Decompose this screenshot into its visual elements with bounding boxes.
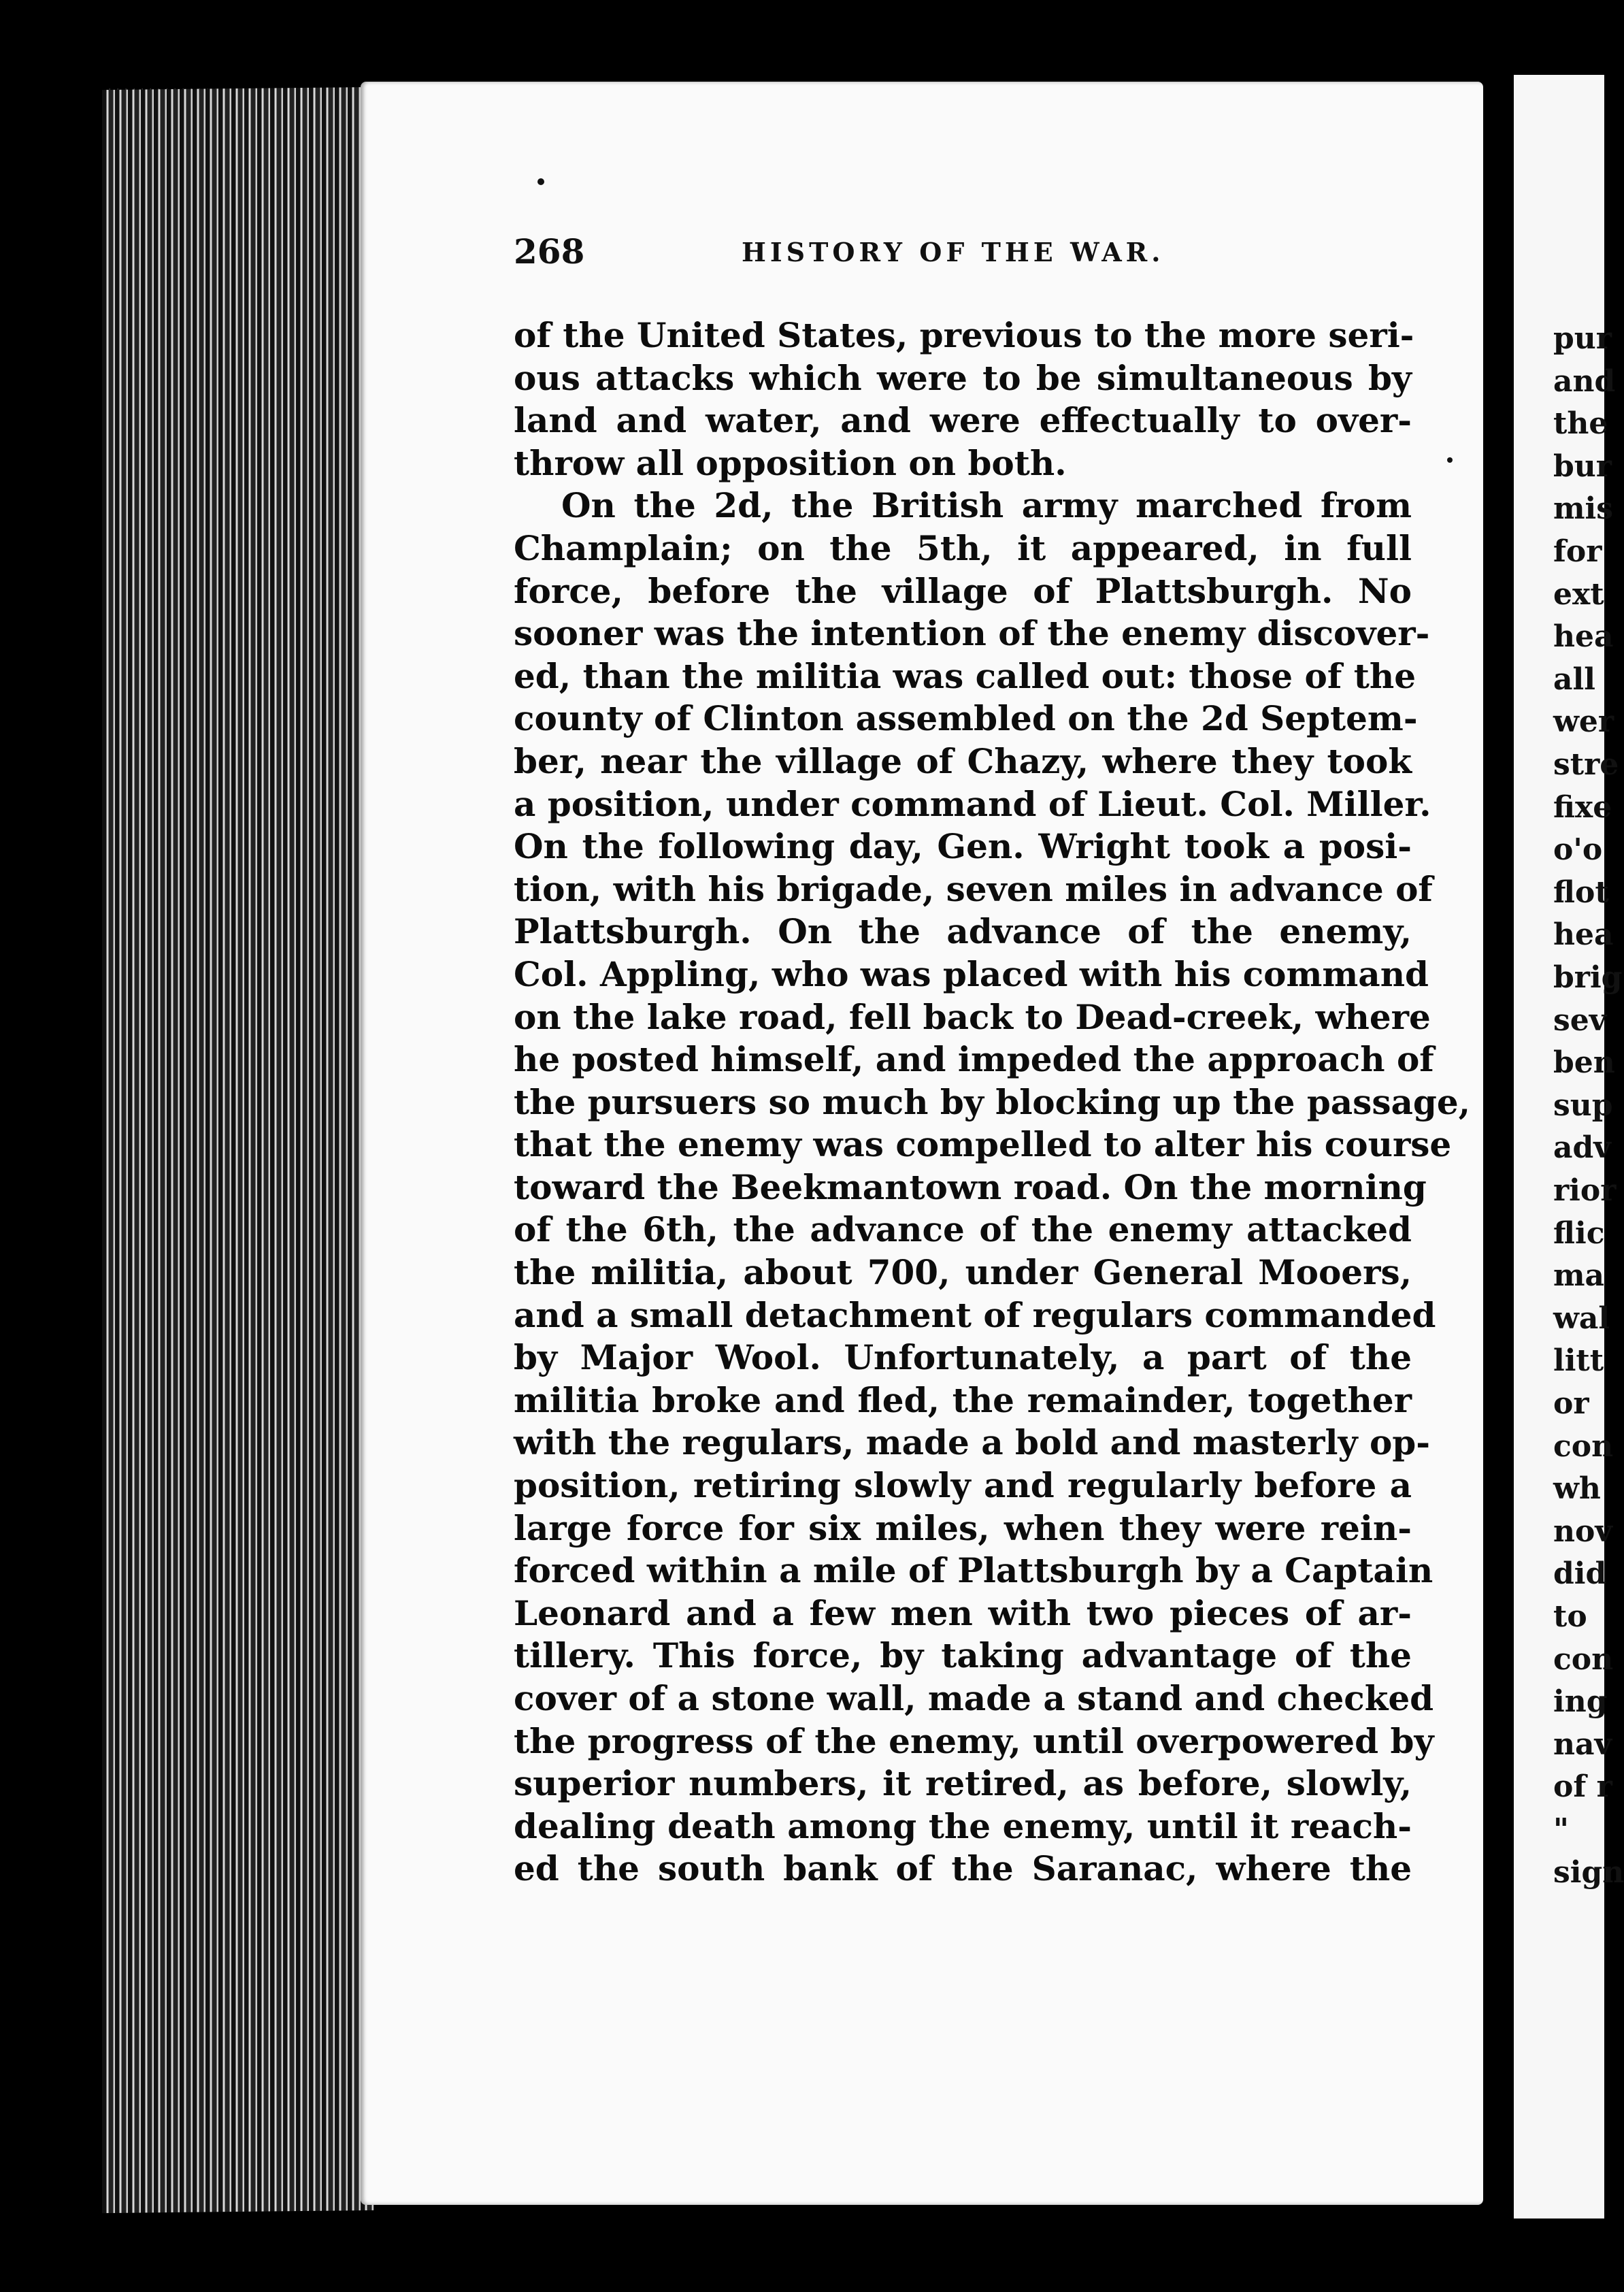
text-line: the pursuers so much by blocking up the passage, <box>514 1081 1471 1122</box>
running-head <box>514 231 1412 272</box>
facing-page-fragment: " <box>1553 1812 1569 1847</box>
facing-page-fragment: the <box>1553 406 1608 442</box>
text-line: the progress of the enemy, until overpowered by <box>514 1720 1434 1761</box>
facing-page-fragment: ext <box>1553 576 1604 612</box>
facing-page-fragment: did <box>1553 1556 1607 1592</box>
facing-page-fragment: hea <box>1553 917 1614 953</box>
facing-page-fragment: for <box>1553 534 1602 569</box>
facing-page-fragment: ing <box>1553 1684 1608 1720</box>
text-line: superior numbers, it retired, as before, slowly, <box>514 1763 1412 1804</box>
text-line: Champlain; on the 5th, it appeared, in full <box>514 527 1412 568</box>
text-line: sooner was the intention of the enemy discover- <box>514 613 1430 654</box>
facing-page-fragment: and <box>1553 363 1616 399</box>
facing-page-fragment: sign <box>1553 1854 1624 1890</box>
text-line: militia broke and fled, the remainder, together <box>514 1379 1412 1420</box>
facing-page-fragment: stre <box>1553 747 1619 782</box>
print-speck <box>1447 457 1453 463</box>
facing-page-fragment: sup <box>1553 1087 1613 1123</box>
text-line: ed the south bank of the Saranac, where the <box>514 1848 1412 1889</box>
book-page-edges <box>102 87 374 2213</box>
facing-page-fragment: adv <box>1553 1130 1611 1166</box>
text-line: tion, with his brigade, seven miles in advance of <box>514 868 1433 909</box>
facing-page-fragment: con <box>1553 1641 1614 1677</box>
text-line: On the 2d, the British army marched from <box>561 485 1412 526</box>
text-line: toward the Beekmantown road. On the morning <box>514 1166 1427 1207</box>
text-line: a position, under command of Lieut. Col. Miller. <box>514 783 1431 824</box>
text-line: cover of a stone wall, made a stand and checked <box>514 1678 1434 1718</box>
facing-page-fragment: fixe <box>1553 789 1612 825</box>
facing-page-fragment: to <box>1553 1599 1587 1634</box>
text-line: forced within a mile of Plattsburgh by a Captain <box>514 1550 1434 1591</box>
text-line: and a small detachment of regulars commanded <box>514 1294 1436 1335</box>
text-line: Leonard and a few men with two pieces of ar- <box>514 1592 1412 1633</box>
facing-page-fragment: all <box>1553 661 1595 697</box>
facing-page-fragment: wer <box>1553 704 1614 740</box>
text-line: force, before the village of Plattsburgh. No <box>514 570 1412 611</box>
print-speck <box>537 178 544 185</box>
text-line: county of Clinton assembled on the 2d Septem- <box>514 698 1418 739</box>
text-line: Col. Appling, who was placed with his command <box>514 953 1429 994</box>
text-line: on the lake road, fell back to Dead-creek, where <box>514 996 1431 1037</box>
text-line: ed, than the militia was called out: those of the <box>514 655 1416 696</box>
facing-page-fragment: flot <box>1553 874 1609 910</box>
facing-page-fragment: mis <box>1553 491 1614 527</box>
text-line: of the 6th, the advance of the enemy attacked <box>514 1209 1412 1250</box>
facing-page-fragment: nov <box>1553 1513 1612 1549</box>
facing-page-fragment: con <box>1553 1428 1614 1464</box>
facing-page-fragment: pur <box>1553 321 1612 356</box>
text-line: of the United States, previous to the more seri- <box>514 315 1414 355</box>
facing-page-fragment: ben <box>1553 1045 1615 1081</box>
facing-page-fragment: wal <box>1553 1300 1610 1336</box>
facing-page-fragment: rior <box>1553 1173 1617 1208</box>
text-line: dealing death among the enemy, until it reach- <box>514 1805 1412 1846</box>
facing-page-fragment: or <box>1553 1386 1589 1421</box>
facing-page-fragment: sev <box>1553 1002 1607 1038</box>
text-line: with the regulars, made a bold and masterly op- <box>514 1422 1431 1463</box>
facing-page-fragment: ma <box>1553 1258 1605 1294</box>
page-number: 268 <box>514 231 585 272</box>
facing-page-fragment: of r <box>1553 1769 1612 1805</box>
facing-page-fragment: litt <box>1553 1343 1604 1379</box>
text-line: ber, near the village of Chazy, where they took <box>514 740 1412 781</box>
running-title: HISTORY OF THE WAR. <box>742 237 1165 267</box>
facing-page-fragment: brig <box>1553 960 1623 995</box>
text-line: large force for six miles, when they were rein- <box>514 1507 1412 1548</box>
facing-page-fragment: o'o <box>1553 832 1603 868</box>
facing-page <box>1514 75 1624 2219</box>
facing-page-fragment: hea <box>1553 619 1614 655</box>
text-line: position, retiring slowly and regularly before a <box>514 1465 1412 1506</box>
facing-page-fragment: flic <box>1553 1215 1605 1251</box>
text-line: ous attacks which were to be simultaneous by <box>514 357 1412 398</box>
facing-page-fragment: wh <box>1553 1471 1601 1507</box>
text-line: land and water, and were effectually to over- <box>514 400 1412 441</box>
text-line: that the enemy was compelled to alter his course <box>514 1124 1452 1165</box>
text-line: tillery. This force, by taking advantage of the <box>514 1635 1412 1676</box>
body-text <box>514 314 1471 1890</box>
facing-page-fragment: nav <box>1553 1726 1612 1762</box>
text-line: throw all opposition on both. <box>514 442 1067 483</box>
facing-page-fragment: bur <box>1553 448 1612 484</box>
text-line: Plattsburgh. On the advance of the enemy, <box>514 911 1412 952</box>
text-line: On the following day, Gen. Wright took a posi- <box>514 826 1412 867</box>
text-line: by Major Wool. Unfortunately, a part of the <box>514 1337 1412 1378</box>
book-gutter <box>1483 54 1514 2246</box>
text-line: he posted himself, and impeded the approach of <box>514 1039 1434 1080</box>
text-line: the militia, about 700, under General Mooers, <box>514 1252 1412 1293</box>
